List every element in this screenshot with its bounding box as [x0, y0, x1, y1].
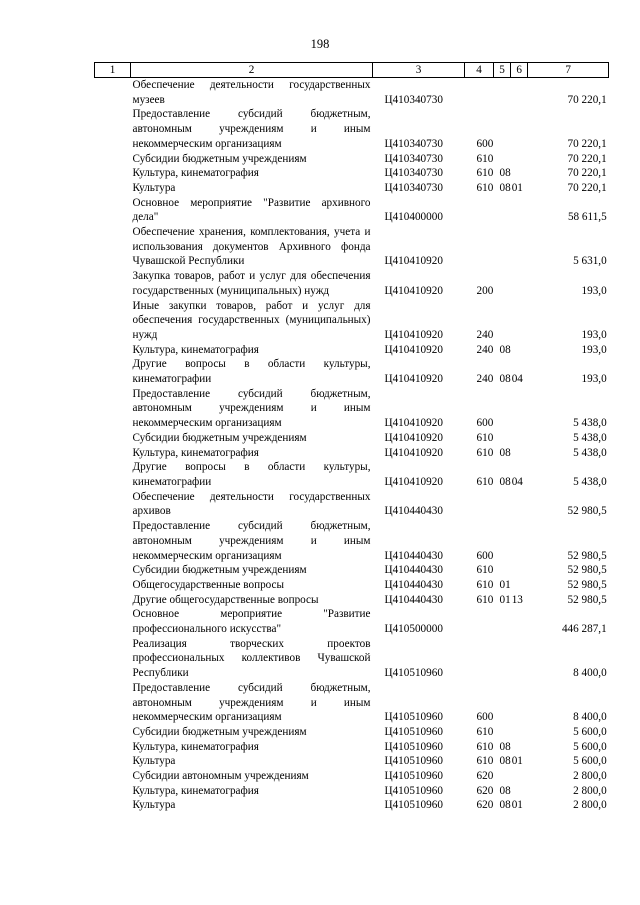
row-expense-type: 240	[476, 373, 494, 386]
empty-cell	[95, 784, 131, 799]
table-row	[95, 784, 609, 799]
row-expense-type: 610	[476, 725, 494, 738]
row-expense-type: 610	[476, 740, 494, 753]
row-code: Ц410510960	[384, 711, 443, 724]
row-expense-type: 240	[476, 328, 494, 341]
empty-cell	[95, 519, 131, 563]
row-name: Обеспечение хранения, комплектования, учета и использования документов Архивного фонда Чувашской Республики	[132, 226, 371, 268]
header-cell: 4	[465, 63, 494, 78]
row-name: Субсидии бюджетным учреждениям	[132, 152, 307, 165]
row-expense-type: 620	[476, 799, 494, 812]
empty-cell	[95, 107, 131, 151]
row-amount: 5 438,0	[573, 446, 607, 459]
empty-cell	[95, 637, 131, 681]
row-code: Ц410510960	[384, 784, 443, 797]
row-code: Ц410440430	[384, 549, 443, 562]
table-row	[95, 769, 609, 784]
table-row	[95, 152, 609, 167]
header-cell: 5	[494, 63, 511, 78]
row-subsection	[511, 225, 528, 269]
row-name: Культура, кинематография	[132, 740, 259, 753]
empty-cell	[95, 269, 131, 298]
row-code: Ц410410920	[384, 328, 443, 341]
row-name: Культура	[132, 755, 176, 768]
row-section	[494, 725, 511, 740]
row-subsection: 04	[511, 475, 523, 488]
row-section	[494, 78, 511, 108]
row-subsection	[511, 637, 528, 681]
row-name: Основное мероприятие "Развитие архивного дела"	[132, 196, 371, 224]
page-number: 198	[310, 37, 330, 51]
row-code: Ц410410920	[384, 446, 443, 459]
row-subsection	[511, 446, 528, 461]
row-subsection	[511, 519, 528, 563]
empty-cell	[95, 578, 131, 593]
row-code: Ц410410920	[384, 475, 443, 488]
row-name: Предоставление субсидий бюджетным, автономным учреждениям и иным некоммерческим организациям	[132, 108, 371, 150]
table-row	[95, 490, 609, 519]
empty-cell	[95, 681, 131, 725]
row-name: Реализация творческих проектов профессиональных коллективов Чувашской Республики	[132, 637, 371, 680]
row-code: Ц410410920	[384, 255, 443, 268]
row-expense-type: 600	[476, 549, 494, 562]
row-amount: 193,0	[581, 328, 607, 341]
header-cell: 1	[95, 63, 131, 78]
table-row	[95, 269, 609, 298]
header-cell: 6	[511, 63, 528, 78]
row-amount: 2 800,0	[573, 784, 607, 797]
table-header-row	[95, 63, 609, 78]
row-amount: 8 400,0	[573, 667, 607, 680]
row-expense-type: 600	[476, 417, 494, 430]
row-expense-type	[465, 637, 494, 681]
row-expense-type	[465, 78, 494, 108]
row-subsection: 04	[511, 373, 523, 386]
empty-cell	[95, 166, 131, 181]
table-row	[95, 519, 609, 563]
row-amount: 52 980,5	[567, 578, 607, 591]
table-row	[95, 593, 609, 608]
table-row	[95, 387, 609, 431]
row-code: Ц410410920	[384, 343, 443, 356]
row-section: 08	[499, 784, 511, 797]
row-name: Культура	[132, 181, 176, 194]
row-expense-type	[465, 196, 494, 225]
header-cell: 2	[131, 63, 373, 78]
row-expense-type: 610	[476, 446, 494, 459]
row-code: Ц410340730	[384, 137, 443, 150]
row-section	[494, 299, 511, 343]
row-subsection: 13	[511, 593, 523, 606]
row-section: 08	[499, 799, 511, 812]
row-amount: 5 438,0	[573, 475, 607, 488]
row-expense-type: 610	[476, 593, 494, 606]
row-amount: 70 220,1	[567, 93, 607, 106]
table-row	[95, 607, 609, 636]
row-section	[494, 107, 511, 151]
row-subsection	[511, 343, 528, 358]
row-name: Основное мероприятие "Развитие профессионального искусства"	[132, 608, 371, 636]
row-expense-type: 610	[476, 152, 494, 165]
row-code: Ц410500000	[384, 623, 443, 636]
row-amount: 58 611,5	[567, 211, 607, 224]
row-code: Ц410410920	[384, 417, 443, 430]
row-amount: 193,0	[581, 343, 607, 356]
empty-cell	[95, 431, 131, 446]
row-code: Ц410510960	[384, 740, 443, 753]
row-subsection	[511, 152, 528, 167]
header-cell: 3	[373, 63, 465, 78]
empty-cell	[95, 593, 131, 608]
row-expense-type: 610	[476, 167, 494, 180]
empty-cell	[95, 563, 131, 578]
row-subsection	[511, 299, 528, 343]
row-amount: 5 438,0	[573, 417, 607, 430]
row-section	[494, 269, 511, 298]
row-amount: 193,0	[581, 284, 607, 297]
empty-cell	[95, 725, 131, 740]
row-code: Ц410510960	[384, 755, 443, 768]
table-row	[95, 225, 609, 269]
table-row	[95, 299, 609, 343]
row-amount: 5 600,0	[573, 755, 607, 768]
row-section: 08	[499, 373, 511, 386]
row-subsection	[511, 490, 528, 519]
row-name: Обеспечение деятельности государственных архивов	[132, 490, 371, 518]
row-expense-type: 620	[476, 784, 494, 797]
empty-cell	[95, 446, 131, 461]
row-section	[494, 225, 511, 269]
table-row	[95, 181, 609, 196]
table-row	[95, 681, 609, 725]
row-name: Субсидии автономным учреждениям	[132, 770, 309, 783]
empty-cell	[95, 607, 131, 636]
row-name: Субсидии бюджетным учреждениям	[132, 431, 307, 444]
row-name: Культура, кинематография	[132, 446, 259, 459]
row-name: Другие вопросы в области культуры, кинематографии	[132, 461, 371, 488]
row-amount: 70 220,1	[567, 152, 607, 165]
row-amount: 8 400,0	[573, 711, 607, 724]
row-subsection	[511, 387, 528, 431]
table-row	[95, 166, 609, 181]
empty-cell	[95, 78, 131, 108]
row-code: Ц410510960	[384, 667, 443, 680]
row-section	[494, 607, 511, 636]
row-amount: 70 220,1	[567, 181, 607, 194]
row-subsection	[511, 740, 528, 755]
row-subsection: 01	[511, 181, 523, 194]
row-expense-type: 200	[476, 284, 494, 297]
table-row	[95, 578, 609, 593]
row-amount: 52 980,5	[567, 593, 607, 606]
row-amount: 70 220,1	[567, 137, 607, 150]
row-code: Ц410410920	[384, 373, 443, 386]
row-code: Ц410340730	[384, 93, 443, 106]
row-code: Ц410340730	[384, 181, 443, 194]
row-subsection	[511, 578, 528, 593]
row-expense-type: 610	[476, 181, 494, 194]
row-subsection	[511, 769, 528, 784]
row-subsection	[511, 725, 528, 740]
header-cell: 7	[528, 63, 609, 78]
row-section	[494, 196, 511, 225]
empty-cell	[95, 357, 131, 386]
row-amount: 5 600,0	[573, 725, 607, 738]
row-subsection: 01	[511, 755, 523, 768]
row-code: Ц410410920	[384, 284, 443, 297]
row-name: Общегосударственные вопросы	[132, 578, 285, 591]
row-expense-type: 610	[476, 755, 494, 768]
row-section: 08	[499, 475, 511, 488]
row-name: Культура, кинематография	[132, 784, 259, 797]
row-name: Субсидии бюджетным учреждениям	[132, 564, 307, 577]
row-name: Другие общегосударственные вопросы	[132, 593, 319, 606]
row-expense-type: 600	[476, 137, 494, 150]
empty-cell	[95, 754, 131, 769]
row-section: 08	[499, 740, 511, 753]
row-section	[494, 490, 511, 519]
empty-cell	[95, 225, 131, 269]
row-expense-type: 610	[476, 475, 494, 488]
row-expense-type	[465, 607, 494, 636]
row-code: Ц410510960	[384, 770, 443, 783]
row-name: Другие вопросы в области культуры, кинематографии	[132, 358, 371, 386]
table-row	[95, 798, 609, 813]
table-row	[95, 637, 609, 681]
row-section: 01	[499, 593, 511, 606]
row-subsection	[511, 196, 528, 225]
table-row	[95, 357, 609, 386]
row-subsection	[511, 681, 528, 725]
row-expense-type	[465, 490, 494, 519]
row-name: Культура	[132, 799, 176, 812]
row-code: Ц410440430	[384, 578, 443, 591]
table-row	[95, 107, 609, 151]
row-name: Обеспечение деятельности государственных музеев	[132, 79, 371, 106]
row-subsection	[511, 607, 528, 636]
row-section	[494, 563, 511, 578]
row-subsection	[511, 78, 528, 108]
table-row	[95, 460, 609, 489]
row-name: Предоставление субсидий бюджетным, автономным учреждениям и иным некоммерческим организациям	[132, 681, 371, 724]
row-expense-type: 240	[476, 343, 494, 356]
table-body	[95, 78, 609, 814]
row-code: Ц410340730	[384, 167, 443, 180]
row-expense-type: 610	[476, 431, 494, 444]
row-subsection	[511, 107, 528, 151]
row-code: Ц410410920	[384, 431, 443, 444]
table-row	[95, 78, 609, 108]
row-expense-type: 620	[476, 770, 494, 783]
row-amount: 52 980,5	[567, 564, 607, 577]
row-section: 01	[499, 578, 511, 591]
row-section	[494, 769, 511, 784]
empty-cell	[95, 798, 131, 813]
row-section	[494, 681, 511, 725]
row-section	[494, 431, 511, 446]
row-subsection	[511, 431, 528, 446]
table-row	[95, 431, 609, 446]
table-row	[95, 196, 609, 225]
row-expense-type: 610	[476, 578, 494, 591]
row-section: 08	[499, 343, 511, 356]
row-expense-type: 610	[476, 564, 494, 577]
row-section: 08	[499, 167, 511, 180]
row-amount: 2 800,0	[573, 770, 607, 783]
budget-table	[94, 62, 609, 813]
row-code: Ц410440430	[384, 505, 443, 518]
row-expense-type	[465, 225, 494, 269]
row-name: Субсидии бюджетным учреждениям	[132, 725, 307, 738]
row-subsection	[511, 166, 528, 181]
row-subsection	[511, 784, 528, 799]
empty-cell	[95, 490, 131, 519]
empty-cell	[95, 343, 131, 358]
empty-cell	[95, 196, 131, 225]
row-section	[494, 637, 511, 681]
row-code: Ц410400000	[384, 211, 443, 224]
row-section: 08	[499, 181, 511, 194]
row-amount: 52 980,5	[567, 505, 607, 518]
row-name: Культура, кинематография	[132, 167, 259, 180]
empty-cell	[95, 299, 131, 343]
row-code: Ц410510960	[384, 725, 443, 738]
row-section	[494, 387, 511, 431]
row-section: 08	[499, 755, 511, 768]
row-amount: 5 438,0	[573, 431, 607, 444]
row-name: Предоставление субсидий бюджетным, автономным учреждениям и иным некоммерческим организациям	[132, 520, 371, 562]
table-row	[95, 446, 609, 461]
row-code: Ц410340730	[384, 152, 443, 165]
empty-cell	[95, 152, 131, 167]
row-amount: 5 631,0	[573, 255, 607, 268]
row-amount: 5 600,0	[573, 740, 607, 753]
table-row	[95, 740, 609, 755]
row-subsection: 01	[511, 799, 523, 812]
empty-cell	[95, 181, 131, 196]
row-amount: 70 220,1	[567, 167, 607, 180]
row-code: Ц410510960	[384, 799, 443, 812]
table-row	[95, 343, 609, 358]
row-name: Культура, кинематография	[132, 343, 259, 356]
row-subsection	[511, 269, 528, 298]
row-amount: 446 287,1	[561, 623, 607, 636]
row-amount: 193,0	[581, 373, 607, 386]
row-code: Ц410440430	[384, 593, 443, 606]
empty-cell	[95, 769, 131, 784]
empty-cell	[95, 740, 131, 755]
row-code: Ц410440430	[384, 564, 443, 577]
table-row	[95, 754, 609, 769]
row-section	[494, 152, 511, 167]
row-expense-type: 600	[476, 711, 494, 724]
row-subsection	[511, 563, 528, 578]
table-row	[95, 563, 609, 578]
row-section	[494, 519, 511, 563]
empty-cell	[95, 460, 131, 489]
table-row	[95, 725, 609, 740]
row-name: Иные закупки товаров, работ и услуг для обеспечения государственных (муниципальных) нужд	[132, 299, 371, 341]
row-amount: 52 980,5	[567, 549, 607, 562]
row-section: 08	[499, 446, 511, 459]
empty-cell	[95, 387, 131, 431]
row-name: Предоставление субсидий бюджетным, автономным учреждениям и иным некоммерческим организациям	[132, 387, 371, 430]
row-name: Закупка товаров, работ и услуг для обеспечения государственных (муниципальных) нужд	[132, 270, 371, 297]
row-amount: 2 800,0	[573, 799, 607, 812]
